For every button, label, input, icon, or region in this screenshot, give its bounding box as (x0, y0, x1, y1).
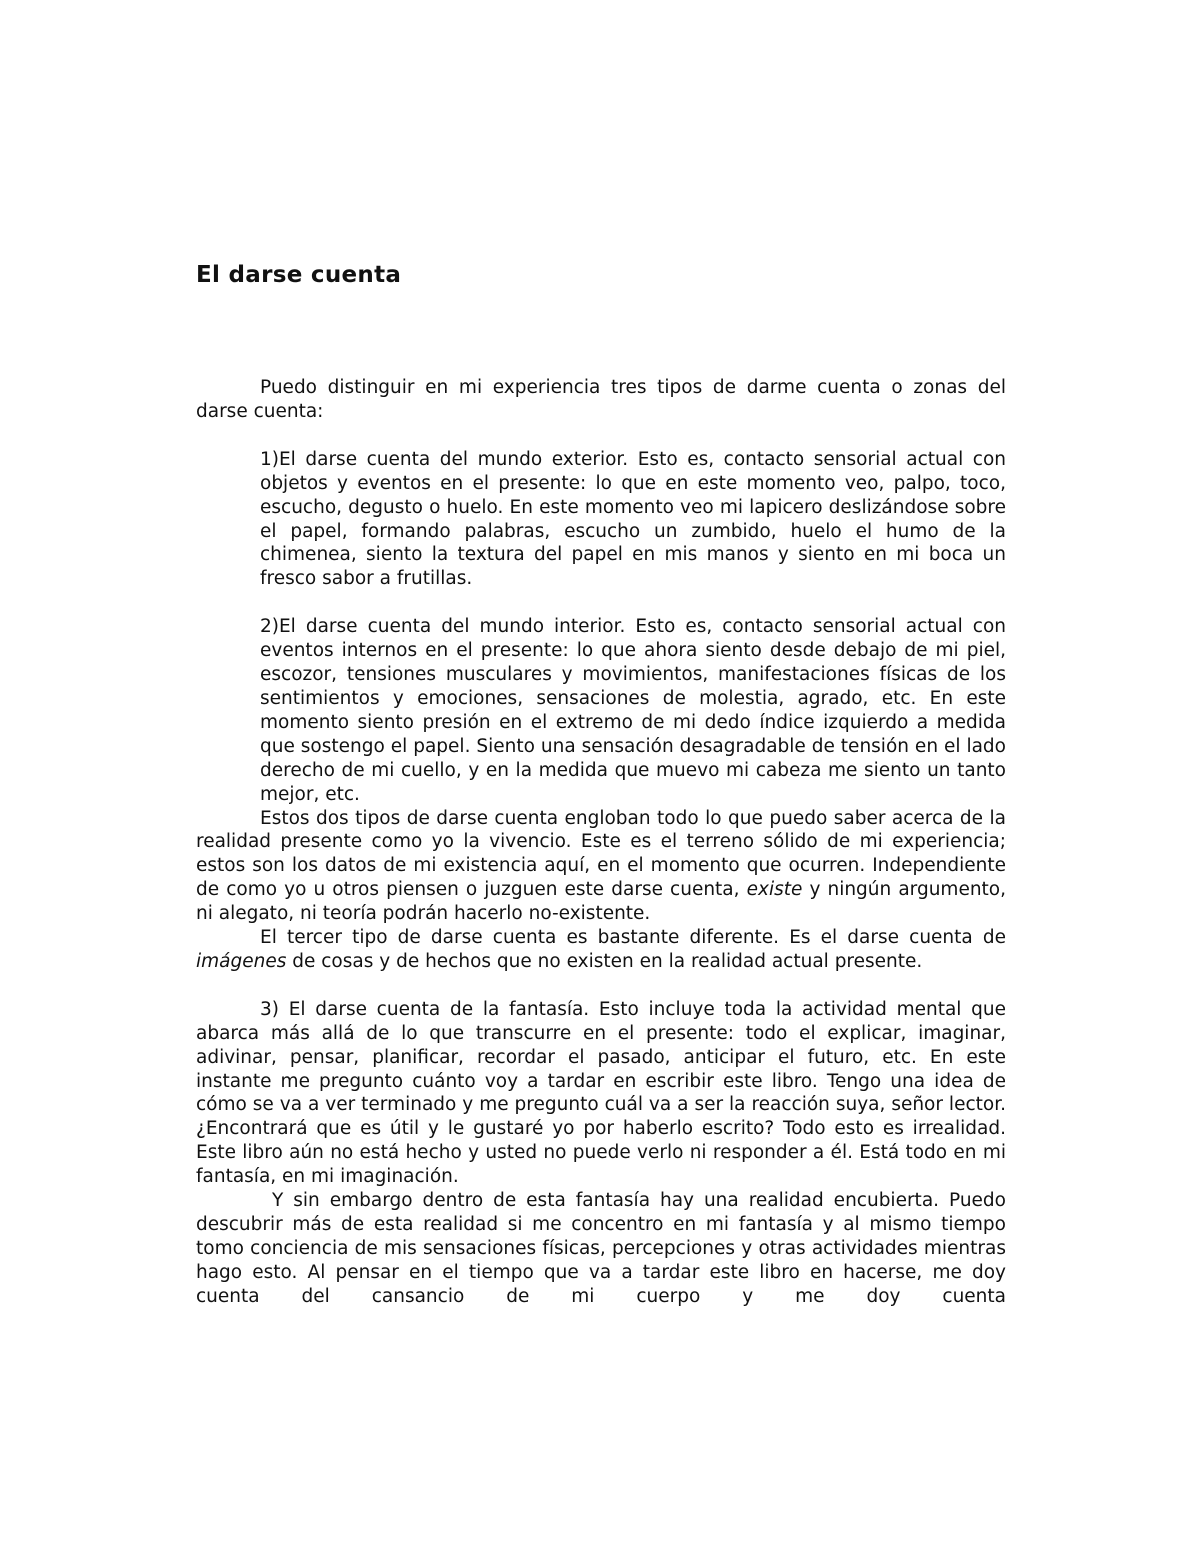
third-type-text-a: El tercer tipo de darse cuenta es bastante diferente. Es el darse cuenta de (260, 927, 1006, 949)
spacer (196, 974, 1006, 998)
third-type-emphasis: imágenes (196, 950, 287, 972)
summary-paragraph (196, 807, 1006, 927)
document-body (196, 376, 1006, 1309)
spacer (196, 591, 1006, 615)
summary-text-a: Estos dos tipos de darse cuenta engloban todo lo que puedo saber acerca de la realidad presente como yo la vivencio. Este es el terreno sólido de mi experiencia; estos son los datos de mi existencia aquí, en el momento que ocurren. Independiente de como yo u otros piensen o juzguen este darse cuenta, (196, 807, 1006, 901)
summary-text-b: y ningún argumento, ni alegato, ni teoría podrán hacerlo no-existente. (196, 879, 1006, 925)
item-fantasy-paragraph: 3) El darse cuenta de la fantasía. Esto incluye toda la actividad mental que abarca más allá de lo que transcurre en el presente: todo el explicar, imaginar, adivinar, pensar, planificar, recordar el pasado, anticipar el futuro, etc. En este instante me pregunto cuánto voy a tardar en escribir este libro. Tengo una idea de cómo se va a ver terminado y me pregunto cuál va a ser la reacción suya, señor lector. ¿Encontrará que es útil y le gustaré yo por haberlo escrito? Todo esto es irrealidad. Este libro aún no está hecho y usted no puede verlo ni responder a él. Está todo en mi fantasía, en mi imaginación. (196, 998, 1006, 1188)
third-type-paragraph (196, 926, 1006, 974)
item-interior-paragraph: 2)El darse cuenta del mundo interior. Esto es, contacto sensorial actual con eventos internos en el presente: lo que ahora siento desde debajo de mi piel, escozor, tensiones musculares y movimientos, manifestaciones físicas de los sentimientos y emociones, sensaciones de molestia, agrado, etc. En este momento siento presión en el extremo de mi dedo índice izquierdo a medida que sostengo el papel. Siento una sensación desagradable de tensión en el lado derecho de mi cuello, y en la medida que muevo mi cabeza me siento un tanto mejor, etc. (260, 616, 1006, 805)
summary-emphasis: existe (746, 879, 803, 901)
document-title: El darse cuenta (196, 262, 402, 288)
closing-paragraph: Y sin embargo dentro de esta fantasía hay una realidad encubierta. Puedo descubrir más de esta realidad si me concentro en mi fantasía y al mismo tiempo tomo conciencia de mis sensaciones físicas, percepciones y otras actividades mientras hago esto. Al pensar en el tiempo que va a tardar este libro en hacerse, me doy cuenta del cansancio de mi cuerpo y me doy cuenta (196, 1190, 1006, 1307)
intro-paragraph: Puedo distinguir en mi experiencia tres tipos de darme cuenta o zonas del darse cuenta: (196, 377, 1006, 422)
spacer (196, 424, 1006, 448)
item-exterior-paragraph: 1)El darse cuenta del mundo exterior. Esto es, contacto sensorial actual con objetos y eventos en el presente: lo que en este momento veo, palpo, toco, escucho, degusto o huelo. En este momento veo mi lapicero deslizándose sobre el papel, formando palabras, escucho un zumbido, huelo el humo de la chimenea, siento la textura del papel en mis manos y siento en mi boca un fresco sabor a frutillas. (260, 448, 1006, 590)
third-type-text-b: de cosas y de hechos que no existen en la realidad actual presente. (286, 950, 923, 972)
